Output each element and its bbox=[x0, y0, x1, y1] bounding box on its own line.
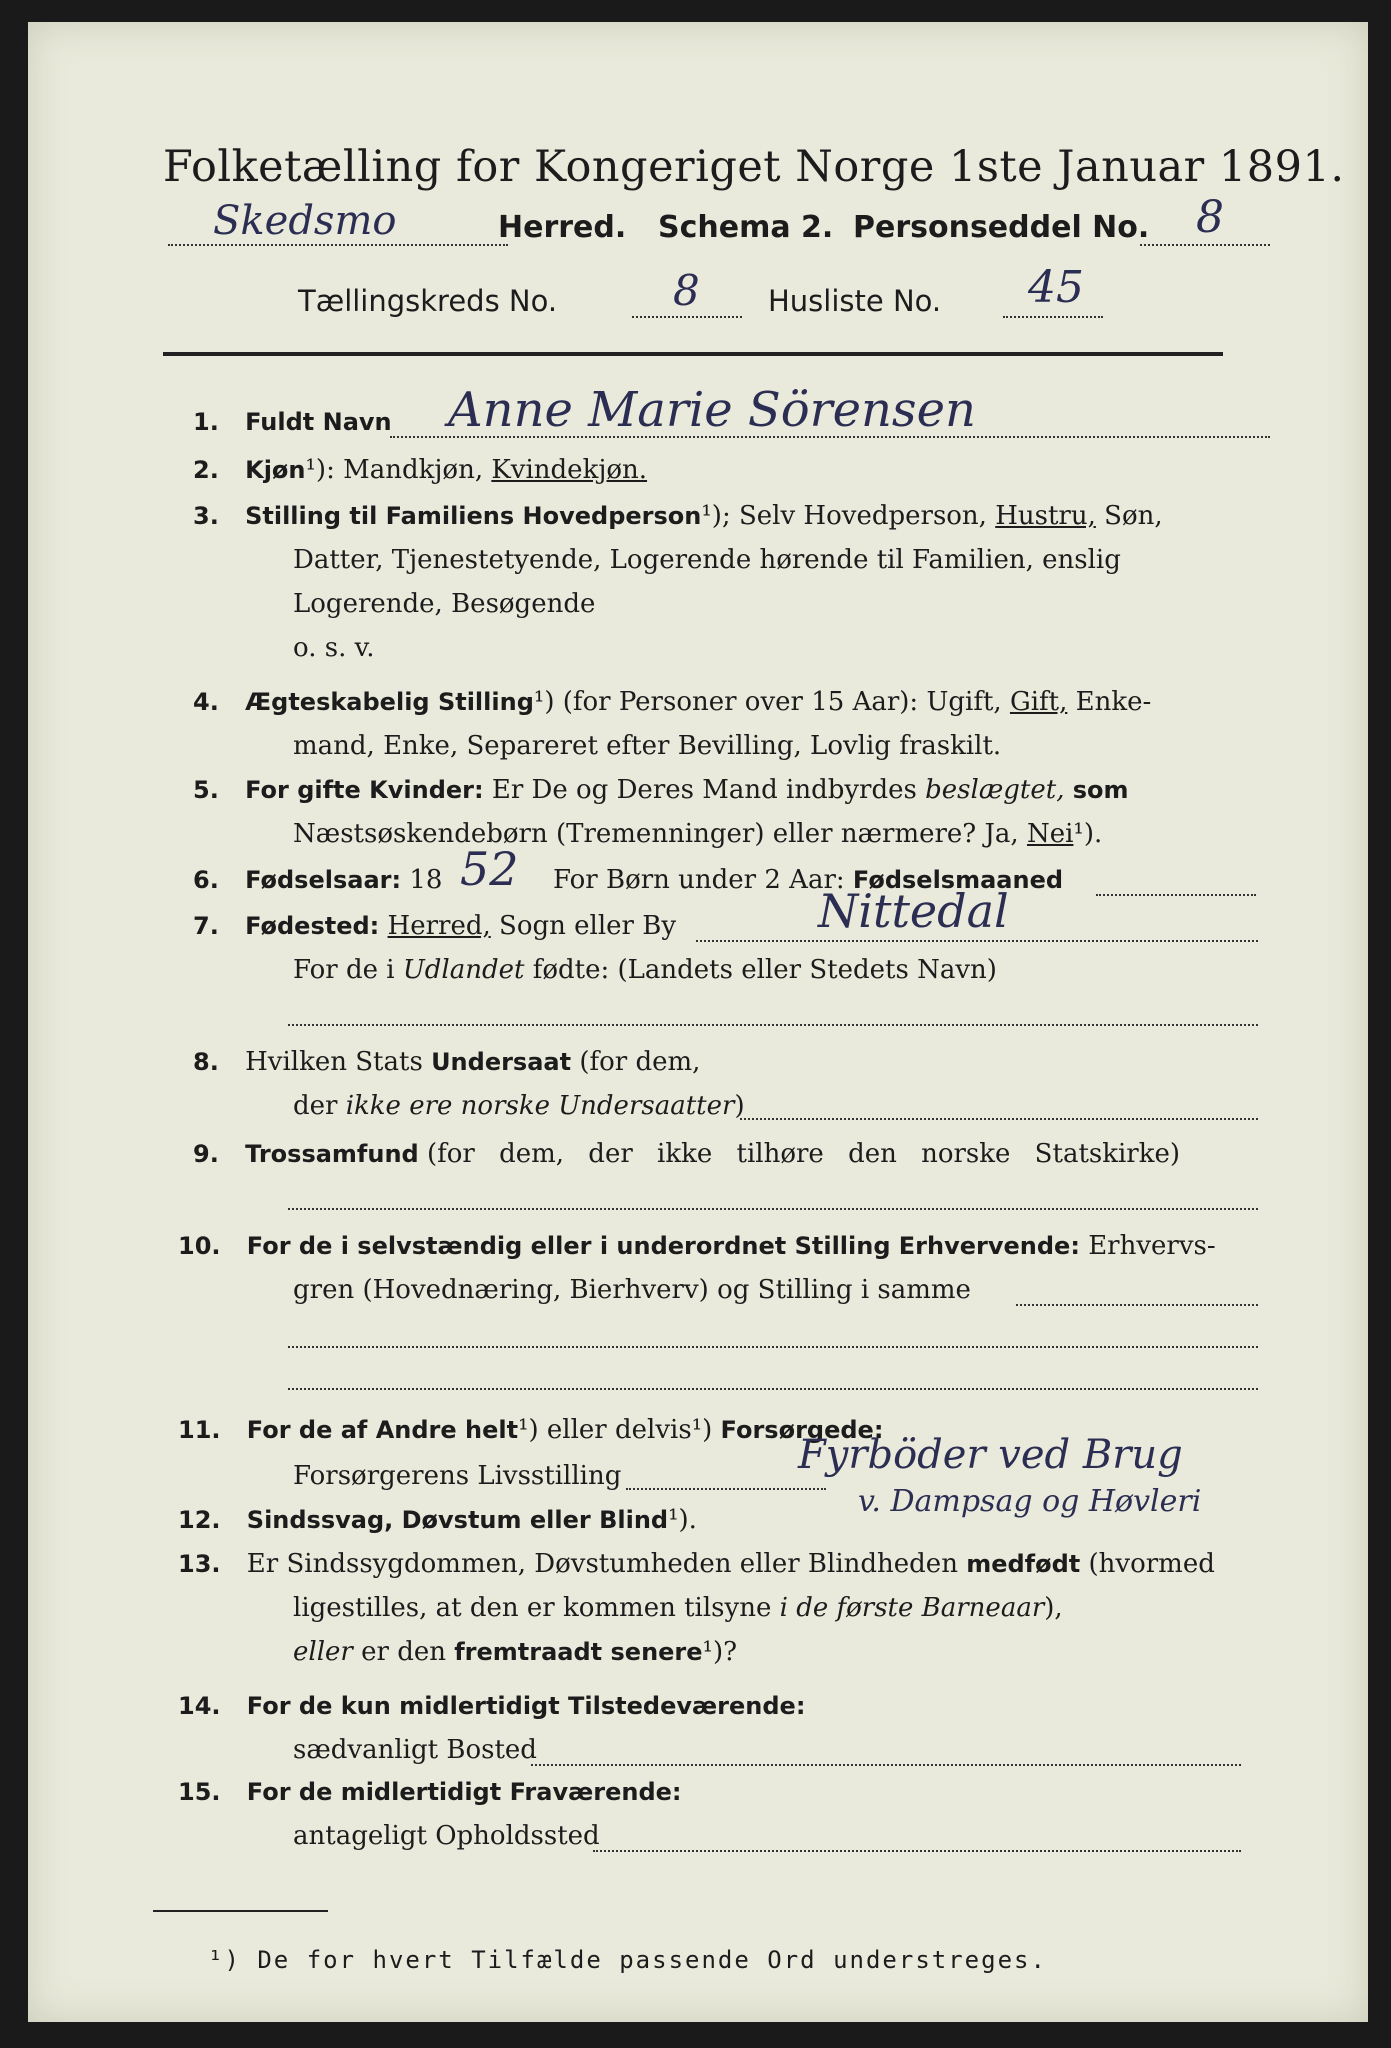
q13-line3 bbox=[293, 1630, 737, 1674]
q11-answer-line2: v. Dampsag og Høvleri bbox=[858, 1484, 1202, 1519]
q14-label: For de kun midlertidigt Tilstedeværende: bbox=[246, 1692, 806, 1720]
q7-text: Sogn eller By bbox=[499, 911, 677, 941]
q15-number: 15. bbox=[178, 1778, 221, 1806]
q7-line2 bbox=[293, 948, 997, 992]
q8-number: 8. bbox=[193, 1048, 219, 1076]
q4-option-enke: Enke- bbox=[1075, 687, 1152, 717]
q8-line2-a: der bbox=[293, 1091, 338, 1121]
q11-answer-line1: Fyrböder ved Brug bbox=[798, 1432, 1183, 1478]
kreds-dotted-line bbox=[632, 316, 742, 318]
q7-row bbox=[193, 904, 676, 948]
q3-option-hustru: Hustru, bbox=[995, 501, 1096, 531]
q10-number: 10. bbox=[178, 1232, 221, 1260]
husliste-label: Husliste No. bbox=[768, 284, 942, 318]
q10-label-b: Erhvervende: bbox=[898, 1232, 1080, 1260]
q5-text: Er De og Deres Mand indbyrdes bbox=[491, 775, 917, 805]
q7-answer: Nittedal bbox=[818, 884, 1009, 938]
q9-text: (for dem, der ikke tilhøre den norske Statskirke) bbox=[426, 1139, 1181, 1169]
q13-line2 bbox=[293, 1586, 1063, 1630]
q8-label: Undersaat bbox=[431, 1048, 572, 1076]
husliste-value: 45 bbox=[1028, 262, 1084, 313]
q11-sup1: ¹) bbox=[518, 1415, 539, 1445]
q6-row bbox=[193, 858, 442, 902]
q6-number: 6. bbox=[193, 866, 219, 894]
q3-line4: o. s. v. bbox=[293, 633, 375, 663]
q4-line2: mand, Enke, Separeret efter Bevilling, Lovlig fraskilt. bbox=[293, 731, 1002, 761]
q2-option-male: Mandkjøn, bbox=[343, 455, 484, 485]
q11-label: For de af Andre helt bbox=[246, 1416, 519, 1444]
q5-som: som bbox=[1072, 776, 1129, 804]
q8-dotted-line bbox=[740, 1118, 1258, 1120]
header-rule bbox=[163, 352, 1223, 356]
q13-line3-bold: fremtraadt senere bbox=[454, 1638, 703, 1666]
q5-row bbox=[193, 768, 1129, 812]
q8-line2-italic: ikke ere norske Undersaatter bbox=[345, 1091, 735, 1121]
q4-text: (for Personer over 15 Aar): Ugift, bbox=[562, 687, 1002, 717]
q9-dotted-line bbox=[288, 1208, 1258, 1210]
q3-option-son: Søn, bbox=[1104, 501, 1163, 531]
q12-number: 12. bbox=[178, 1506, 221, 1534]
q5-line2-text: Næstsøskendebørn (Tremenninger) eller nærmere? Ja, bbox=[293, 819, 1019, 849]
q7-line2-udlandet: Udlandet bbox=[402, 955, 525, 985]
q10-row bbox=[178, 1224, 1216, 1268]
q8-text-b: (for dem, bbox=[579, 1047, 701, 1077]
q10-text-c: Erhvervs- bbox=[1088, 1231, 1216, 1261]
q1-row bbox=[193, 400, 392, 444]
q7-foreign-dotted-line bbox=[288, 1024, 1258, 1026]
personseddel-dotted-line bbox=[1140, 244, 1270, 246]
q7-line2-c: fødte: (Landets eller Stedets Navn) bbox=[532, 955, 997, 985]
personseddel-label: Personseddel No. bbox=[853, 210, 1150, 245]
q8-text-a: Hvilken Stats bbox=[245, 1047, 423, 1077]
q13-line3-eller: eller bbox=[293, 1637, 353, 1667]
herred-dotted-line bbox=[168, 244, 508, 246]
q7-number: 7. bbox=[193, 912, 219, 940]
q1-number: 1. bbox=[193, 408, 219, 436]
q3-label: Stilling til Familiens Hovedperson bbox=[245, 502, 702, 530]
husliste-dotted-line bbox=[1003, 316, 1103, 318]
q11-line2: Forsørgerens Livsstilling bbox=[293, 1461, 622, 1491]
q13-row bbox=[178, 1542, 1215, 1586]
q12-sup: ¹). bbox=[668, 1505, 697, 1535]
q3-number: 3. bbox=[193, 502, 219, 530]
q13-line3-sup: ¹)? bbox=[702, 1637, 738, 1667]
q14-row bbox=[178, 1684, 805, 1728]
q5-number: 5. bbox=[193, 776, 219, 804]
q11-number: 11. bbox=[178, 1416, 221, 1444]
q13-label: medfødt bbox=[966, 1550, 1081, 1578]
q6-dotted-line bbox=[1096, 894, 1256, 896]
q11-dotted-line bbox=[626, 1488, 826, 1490]
q5-beslaegtet: beslægtet, bbox=[925, 775, 1065, 805]
q10-line2: gren (Hovednæring, Bierhverv) og Stilling i samme bbox=[293, 1275, 971, 1305]
q11-sup2: ¹) bbox=[691, 1415, 713, 1445]
q7-line2-a: For de i bbox=[293, 955, 395, 985]
q10-label: For de i selvstændig eller i underordnet Stilling bbox=[246, 1232, 891, 1260]
q1-label: Fuldt Navn bbox=[245, 408, 392, 436]
kreds-label: Tællingskreds No. bbox=[298, 284, 558, 318]
footnote: ¹) De for hvert Tilfælde passende Ord understreges. bbox=[208, 1946, 1047, 1974]
q2-sup: ¹): bbox=[305, 455, 335, 485]
q14-line2: sædvanligt Bosted bbox=[293, 1735, 537, 1765]
q7-label: Fødested: bbox=[245, 912, 380, 940]
kreds-value: 8 bbox=[673, 266, 700, 315]
q4-number: 4. bbox=[193, 688, 219, 716]
form-title: Folketælling for Kongeriget Norge 1ste Januar 1891. bbox=[163, 142, 1345, 192]
q11-label-b: Forsørgede: bbox=[720, 1416, 884, 1444]
q15-label: For de midlertidigt Fraværende: bbox=[246, 1778, 682, 1806]
q13-text-a: Er Sindssygdommen, Døvstumheden eller Blindheden bbox=[246, 1549, 958, 1579]
q6-answer: 52 bbox=[460, 842, 519, 896]
q2-number: 2. bbox=[193, 456, 219, 484]
q9-label: Trossamfund bbox=[245, 1140, 419, 1168]
herred-label: Herred. bbox=[498, 210, 627, 245]
q3-row bbox=[193, 494, 1163, 538]
q13-line2-italic: i de første Barneaar bbox=[779, 1593, 1045, 1623]
q4-row bbox=[193, 680, 1151, 724]
q4-sup: ¹) bbox=[533, 687, 555, 717]
q4-option-gift: Gift, bbox=[1009, 687, 1068, 717]
personseddel-value: 8 bbox=[1196, 192, 1224, 243]
q1-answer: Anne Marie Sörensen bbox=[448, 382, 976, 438]
q15-row bbox=[178, 1770, 682, 1814]
q2-label: Kjøn bbox=[245, 456, 306, 484]
q3-option-self: Selv Hovedperson, bbox=[738, 501, 987, 531]
q11-mid: eller delvis bbox=[546, 1415, 692, 1445]
q3-line2: Datter, Tjenestetyende, Logerende hørende til Familien, enslig bbox=[293, 545, 1121, 575]
q14-dotted-line bbox=[531, 1764, 1241, 1766]
q10-dotted-line-1 bbox=[1016, 1304, 1258, 1306]
q2-option-female: Kvindekjøn. bbox=[491, 455, 648, 485]
q9-number: 9. bbox=[193, 1140, 219, 1168]
q5-option-nei: Nei bbox=[1026, 819, 1074, 849]
q6-birthmonth-label: Fødselsmaaned bbox=[852, 866, 1064, 894]
q13-text-b: (hvormed bbox=[1088, 1549, 1215, 1579]
q8-row bbox=[193, 1040, 700, 1084]
q13-line2-a: ligestilles, at den er kommen tilsyne bbox=[293, 1593, 772, 1623]
q8-line2: der ikke ere norske Undersaatter) bbox=[293, 1091, 745, 1121]
q13-line2-c: ), bbox=[1044, 1593, 1063, 1623]
q3-sup: ¹); bbox=[701, 501, 731, 531]
q6-label: Fødselsaar: bbox=[245, 866, 402, 894]
q2-row bbox=[193, 448, 647, 492]
q6-children-text: For Børn under 2 Aar: bbox=[553, 865, 845, 895]
q6-prefix: 18 bbox=[409, 865, 443, 895]
q5-line2 bbox=[293, 812, 1102, 856]
footnote-rule bbox=[153, 1910, 328, 1912]
q4-label: Ægteskabelig Stilling bbox=[245, 688, 534, 716]
q3-line3: Logerende, Besøgende bbox=[293, 589, 596, 619]
q14-number: 14. bbox=[178, 1692, 221, 1720]
q10-dotted-line-3 bbox=[288, 1388, 1258, 1390]
q15-line2: antageligt Opholdssted bbox=[293, 1821, 600, 1851]
q12-label: Sindssvag, Døvstum eller Blind bbox=[246, 1506, 669, 1534]
q7-option-herred: Herred, bbox=[387, 911, 491, 941]
q12-row bbox=[178, 1498, 697, 1542]
q10-dotted-line-2 bbox=[288, 1346, 1258, 1348]
q13-number: 13. bbox=[178, 1550, 221, 1578]
census-form-sheet bbox=[28, 22, 1368, 2022]
q15-dotted-line bbox=[593, 1850, 1241, 1852]
schema-label: Schema 2. bbox=[658, 210, 834, 245]
q5-label: For gifte Kvinder: bbox=[245, 776, 484, 804]
q5-sup: ¹). bbox=[1073, 819, 1103, 849]
q9-row bbox=[193, 1132, 1180, 1176]
q7-dotted-line bbox=[696, 940, 1258, 942]
herred-value: Skedsmo bbox=[213, 198, 397, 244]
q11-row bbox=[178, 1408, 883, 1452]
q13-line3-b: er den bbox=[361, 1637, 446, 1667]
